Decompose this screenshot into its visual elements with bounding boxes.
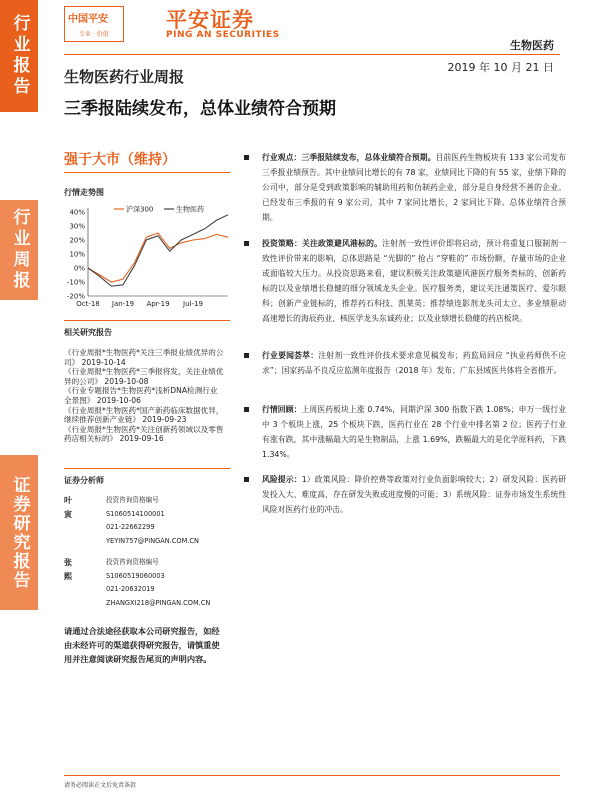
y-tick-label: -20%	[66, 292, 85, 301]
trend-title: 行情走势图	[64, 188, 104, 197]
x-tick-label: Apr-19	[146, 300, 170, 308]
footer-divider	[64, 775, 560, 776]
report-type: 生物医药行业周报	[64, 68, 185, 86]
bullet-label: 风险提示：	[262, 475, 302, 484]
analyst-role: 投资咨询资格编号	[106, 496, 159, 504]
report-headline: 三季报陆续发布，总体业绩符合预期	[64, 99, 336, 119]
related-reports	[64, 348, 224, 444]
analyst-code: S1060514100001	[106, 509, 165, 518]
analyst-name: 张熙	[64, 558, 72, 581]
bullet-label: 行业观点：三季报陆续发布，总体业绩符合预期。	[262, 153, 436, 162]
logo-text: 中国平安	[68, 14, 108, 25]
related-report-item[interactable]: 《行业周报*生物医药*三季报将发，关注业绩优异的公司》 2019-10-08	[64, 367, 224, 386]
series-line-1	[88, 215, 228, 286]
bullet-square-icon	[244, 241, 249, 246]
y-tick-label: 10%	[69, 250, 85, 259]
brand-name: 平安证券	[166, 8, 254, 32]
related-report-item[interactable]: 《行业周报*生物医药*关注创新药领域以及零售药店相关标的》 2019-09-16	[64, 424, 224, 444]
bullet-text: 目前医药生物板块有 133 家公司发布三季报业绩预告。其中业绩同比增长的有 78 家，业绩同比下降的有 55 家，业绩下降的公司中，部分是受到政策影响的辅助用药和仿制药企业，部分是自身经营不善的企业。已经发布三季报的有 9 家公司，其中 7 家同比增长，2 家同比下降。总体业绩符合预期。	[262, 153, 566, 222]
analyst-email[interactable]: YEYIN757@PINGAN.COM.CN	[106, 536, 199, 545]
side-tab-label: 证券研究报告	[9, 475, 30, 590]
divider	[64, 468, 230, 469]
y-tick-label: 40%	[69, 208, 85, 217]
bullet-text: 注射剂一致性评价技术要求意见稿发布；药监局回应 “执业药师供不应求”；国家药品不良反应监测年度报告（2018 年）发布；广东县域医共体将全省推开。	[262, 351, 567, 375]
bullet-square-icon	[244, 477, 249, 482]
y-tick-label: -10%	[66, 278, 85, 287]
related-title: 相关研究报告	[64, 328, 112, 337]
bullet-square-icon	[244, 353, 249, 358]
side-tab-label: 行业周报	[9, 208, 30, 292]
bullet-text: 上周医药板块上涨 0.74%，同期沪深 300 指数下跌 1.08%；申万一级行业中 3 个板块上涨，25 个板块下跌，医药行业在 28 个行业中排名第 2 位；医药子行业有涨有跌，其中涨幅最大的是生物制品，上涨 1.69%，跌幅最大的是化学原料药，下跌 1.34%。	[262, 405, 566, 459]
bullet-label: 行业要闻荟萃：	[262, 351, 319, 360]
bullet-investment-strategy	[244, 236, 566, 326]
disclaimer: 请通过合法途径获取本公司研究报告，如经由未经许可的渠道获得研究报告，请慎重使用并注意阅读研究报告尾页的声明内容。	[64, 626, 220, 664]
side-tab-report-category	[0, 0, 38, 112]
bullet-label: 行情回顾：	[262, 405, 302, 414]
analyst-role: 投资咨询资格编号	[106, 558, 159, 566]
analyst-title: 证券分析师	[64, 476, 104, 485]
related-report-item[interactable]: 《行业周报*生物医药*国产新药临床数据优异，继续推荐创新产业链》 2019-09-23	[64, 405, 224, 425]
divider	[64, 320, 230, 321]
x-tick-label: Jul-19	[183, 300, 203, 308]
divider	[64, 172, 230, 173]
side-tab-research	[0, 455, 38, 610]
analyst-phone: 021-20632019	[106, 585, 155, 593]
bullet-text: 注射剂一致性评价即将启动，预计将重复口服制剂一致性评价带来的影响，总体思路是 “光脚的” 抢占 “穿鞋的” 市场份额，存量市场的企业或面临较大压力。从投资思路来看，建议积极关注政策避风港医疗服务类标的、创新药标的以及业绩增长稳健的细分领域龙头企业。医疗服务类，建议关注通策医疗、爱尔眼科；创新产业链标的，推荐药石科技、凯莱英；推荐绩连影剂龙头司太立、多业绩驱动高速增长的海辰药业、核医学龙头东诚药业；以及业绩增长稳健的药店板块。	[262, 239, 567, 323]
related-report-item[interactable]: 《行业专题报告*生物医药*浅析DNA检测行业全景图》 2019-10-06	[64, 386, 218, 405]
bullet-market-review	[244, 402, 566, 462]
side-tab-report-type	[0, 200, 38, 300]
bullet-square-icon	[244, 407, 249, 412]
y-tick-label: 0%	[73, 264, 85, 273]
trend-chart	[62, 202, 234, 314]
legend-label: 生物医药	[176, 205, 204, 214]
bullet-text: 1）政策风险：降价控费等政策对行业负面影响较大；2）研发风险：医药研发投入大、难度高，存在研发失败或进度慢的可能；3）系统风险：证券市场发生系统性风险对医药行业的冲击。	[262, 475, 567, 514]
analyst-email[interactable]: ZHANGXI218@PINGAN.COM.CN	[106, 598, 211, 607]
bullet-square-icon	[244, 155, 249, 160]
related-report-item[interactable]: 《行业周报*生物医药*关注三季报业绩优异的公司》 2019-10-14	[64, 348, 224, 367]
header-divider	[64, 54, 560, 55]
company-logo	[64, 6, 124, 42]
publish-date: 2019 年 10 月 21 日	[447, 61, 554, 74]
footer-note: 请务必阅读正文后免责条款	[64, 782, 137, 789]
industry-label: 生物医药	[510, 39, 554, 52]
x-tick-label: Oct-18	[76, 300, 100, 308]
analyst-name: 叶寅	[64, 496, 72, 519]
bullet-risk-warning	[244, 472, 566, 517]
bullet-industry-view	[244, 150, 566, 225]
bullet-label: 投资策略：关注政策避风港标的。	[262, 239, 383, 248]
series-line-0	[88, 233, 228, 282]
bullet-industry-news	[244, 348, 566, 378]
legend-label: 沪深300	[126, 205, 154, 214]
logo-subtext: 专业 · 价值	[79, 31, 109, 38]
analyst-phone: 021-22662299	[106, 523, 155, 531]
side-tab-label: 行业报告	[9, 14, 30, 98]
x-tick-label: Jan-19	[111, 300, 135, 308]
y-tick-label: 30%	[69, 222, 85, 231]
y-tick-label: 20%	[69, 236, 85, 245]
analyst-code: S1060519060003	[106, 571, 165, 580]
brand-name-en: PING AN SECURITIES	[166, 30, 280, 40]
rating: 强于大市（维持）	[64, 152, 176, 168]
